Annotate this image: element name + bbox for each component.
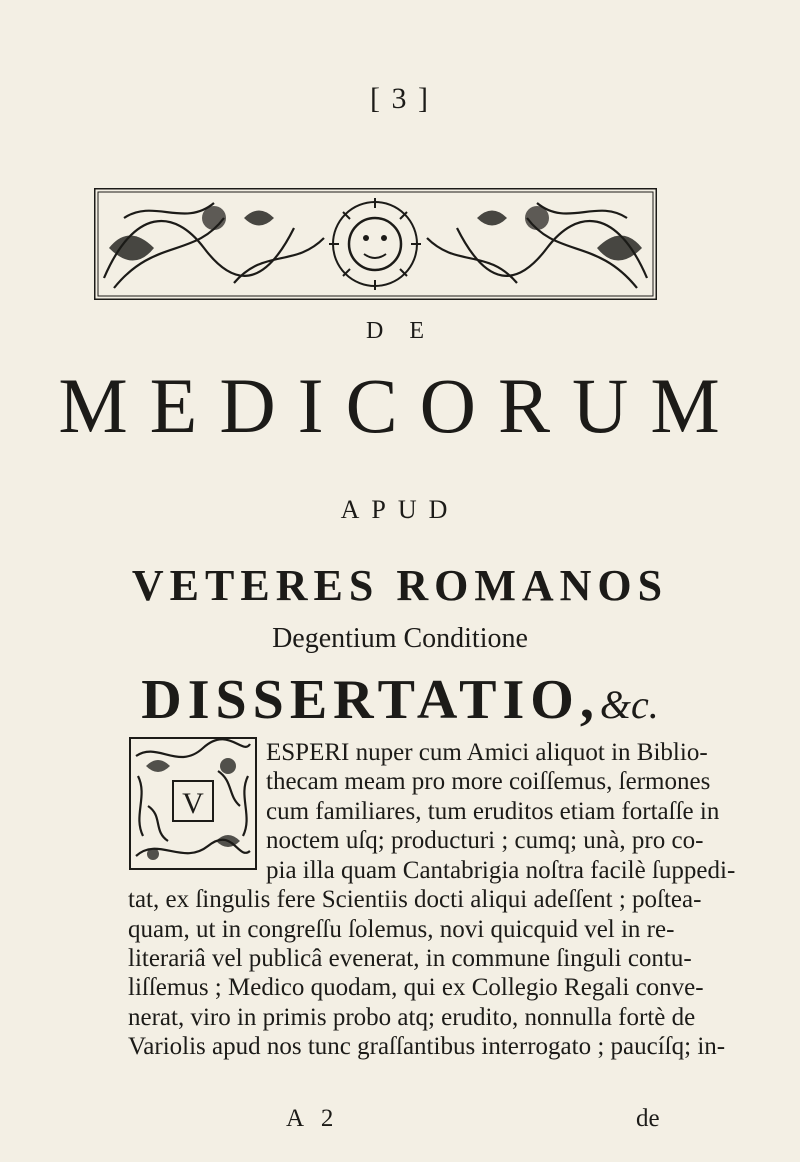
title-de: D E <box>366 318 434 344</box>
signature-mark: A 2 <box>286 1105 340 1132</box>
body-line: literariâ vel publicâ evenerat, in commune ſinguli contu- <box>128 945 692 972</box>
body-line: tat, ex ſingulis fere Scientiis docti aliqui adeſſent ; poſtea- <box>128 886 702 913</box>
decorated-initial <box>128 736 258 871</box>
body-line: pia illa quam Cantabrigia noſtra facilè ſuppedi- <box>266 857 736 884</box>
title-degentium-conditione: Degentium Conditione <box>272 623 528 654</box>
ornamental-headpiece <box>94 188 657 300</box>
title-veteres-romanos: VETERES ROMANOS <box>131 561 669 610</box>
page-number: [ 3 ] <box>370 82 430 115</box>
body-line: nerat, viro in primis probo atq; erudito, nonnulla fortè de <box>128 1004 696 1031</box>
title-dissertatio-word: DISSERTATIO, <box>141 669 600 731</box>
body-line: ESPERI nuper cum Amici aliquot in Biblio- <box>266 739 708 766</box>
body-line: noctem uſq; producturi ; cumq; unà, pro co- <box>266 827 704 854</box>
drop-cap-letter: V <box>182 787 204 820</box>
body-line: thecam meam pro more coiſſemus, ſermones <box>266 768 711 795</box>
body-line: quam, ut in congreſſu ſolemus, novi quicquid vel in re- <box>128 916 675 943</box>
body-line: Variolis apud nos tunc graſſantibus interrogato ; paucíſq; in- <box>128 1033 726 1060</box>
title-dissertatio <box>0 668 800 732</box>
title-etc: &c. <box>599 682 659 727</box>
body-line: cum familiares, tum eruditos etiam fortaſſe in <box>266 798 720 825</box>
body-line: liſſemus ; Medico quodam, qui ex Collegio Regali conve- <box>128 974 704 1001</box>
title-medicorum: MEDICORUM <box>58 362 742 449</box>
catchword: de <box>636 1105 660 1132</box>
title-apud: APUD <box>340 495 460 524</box>
